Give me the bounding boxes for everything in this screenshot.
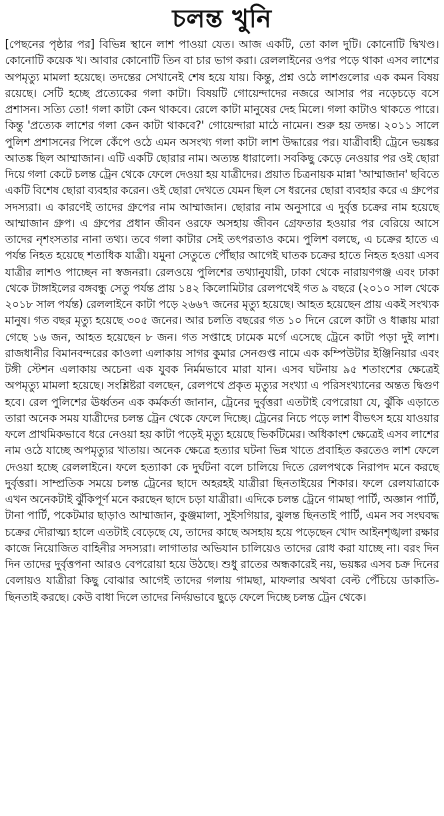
headline: চলন্ত খুনি bbox=[172, 4, 272, 33]
continued-from-label: [পেছনের পৃষ্ঠার পর] bbox=[5, 38, 95, 51]
article-text: বিভিন্ন স্থানে লাশ পাওয়া যেত। আজ একটি, তো কাল দুটি। কোনোটি দ্বিখণ্ড। কোনোটি কয়েক খ। আবার কোনোটি তিন বা চার ভাগ করা। রেললাইনের ওপর পড়ে থাকা এসব লাশের অপমৃত্যু মামলা হয়েছে। তদন্তের সেখানেই শেষ হয়ে যায়। কিন্তু, প্রশ্ন ওঠে লাশগুলোর এক কমন বিষয় রয়েছে। সেটি হচ্ছে প্রত্যেকের গলা কাটা। বিষয়টি গোয়েন্দাদের নজরে আসার পর নড়েচড়ে বসে প্রশাসন। সত্যি তো! গলা কাটা কেন থাকবে। রেলে কাটা মানুষের দেহ মিলে। গলা কাটাও থাকতে পারে। কিন্তু 'প্রত্যেক লাশের গলা কেন কাটা থাকবে?' গোয়েন্দারা মাঠে নামেন। শুরু হয় তদন্ত। ২০১১ সালে পুলিশ প্রশাসনের পিলে কেঁপে ওঠে এমন অসংখ্য গলা কাটা লাশ উদ্ধারের পর। যাত্রীবাহী ট্রেনে ভয়ঙ্কর আতঙ্ক ছিল আম্মাজান। এটি একটি ছোরার নাম। অত্যন্ত ধারালো। সবকিছু কেড়ে নেওয়ার পর ওই ছোরা দিয়ে গলা কেটে চলন্ত ট্রেন থেকে ফেলে দেওয়া হয় যাত্রীদের। প্রয়াত চিত্রনায়ক মান্না 'আম্মাজান' ছবিতে একটি বিশেষ ছোরা ব্যবহার করেন। ওই ছোরা দেখতে যেমন ছিল সে ধরনের ছোরা ব্যবহার করে এ গ্রুপের সদস্যরা। এ কারণেই তাদের গ্রুপের নাম আম্মাজান। ছোরার নাম অনুসারে এ দুর্বৃত্ত চক্রের নাম হয়েছে আম্মাজান গ্রুপ। এ গ্রুপের প্রধান জীবন ওরফে অসহায় জীবন গ্রেফতার হওয়ার পর বেরিয়ে আসে তাদের নৃশংসতার নানা তথ্য। তবে গলা কাটার সেই তৎপরতাও কমে। পুলিশ বলছে, এ চক্রের হাতে এ পর্যন্ত নিহত হয়েছে শতাধিক যাত্রী। যমুনা সেতুতে পৌঁছার আগেই ঘাতক চক্রের হাতে নিহত হওয়া এসব যাত্রীর লাশও পাচ্ছেন না স্বজনরা। রেলওয়ে পুলিশের তথ্যানুযায়ী, ঢাকা থেকে নারায়ণগঞ্জ এবং ঢাকা থেকে টাঙ্গাইলের বঙ্গবন্ধু সেতু পর্যন্ত প্রায় ১৪২ কিলোমিটার রেলপথেই গত ৯ বছরে (২০১০ সাল থেকে ২০১৮ সাল পর্যন্ত) রেললাইনে কাটা পড়ে ২৬৬৭ জনের মৃত্যু হয়েছে। আহত হয়েছেন প্রায় একই সংখ্যক মানুষ। গত বছর মৃত্যু হয়েছে ৩০৫ জনের। আর চলতি বছরের গত ১০ দিনে রেলে কাটা ও ধাক্কায় মারা গেছে ১৬ জন, আহত হয়েছেন ৮ জন। গত সপ্তাহে ঢামেক মর্গে এসেছে ট্রেনে কাটা পড়া দুই লাশ। রাজধানীর বিমানবন্দরের কাওলা এলাকায় সাগর কুমার সেনগুপ্ত নামে এক কম্পিউটার ইঞ্জিনিয়ার এবং টঙ্গী স্টেশন এলাকায় অচেনা এক যুবক নির্মমভাবে মারা যান। এসব ঘটনায় ৯৫ শতাংশের ক্ষেত্রেই অপমৃত্যু মামলা হয়েছে। সংশ্লিষ্টরা বলছেন, রেলপথে প্রকৃত মৃত্যুর সংখ্যা এ পরিসংখ্যানের অন্তত দ্বিগুণ হবে। রেল পুলিশের ঊর্ধ্বতন এক কর্মকর্তা জানান, ট্রেনের দুর্বৃত্তরা এতটাই বেপরোয়া যে, ঝুঁকি এড়াতে তারা অনেক সময় যাত্রীদের চলন্ত ট্রেন থেকে ফেলে দিচ্ছে। ট্রেনের নিচে পড়ে লাশ বীভৎস হয়ে যাওয়ার ফলে প্রাথমিকভাবে ধরে নেওয়া হয় কাটা পড়েই মৃত্যু হয়েছে ভিকটিমের। অধিকাংশ ক্ষেত্রেই এসব লাশের নাম ওঠে যাচ্ছে অপমৃত্যুর খাতায়। অনেক ক্ষেত্রে হত্যার ঘটনা ভিন্ন খাতে প্রবাহিত করতেও লাশ ফেলে দেওয়া হচ্ছে রেললাইনে। ফলে হত্যাকা কে দুর্ঘটনা বলে চালিয়ে দিতে রেলপথকে নিরাপদ মনে করছে দুর্বৃত্তরা। সাম্প্রতিক সময়ে চলন্ত ট্রেনের ছাদে অহরহই যাত্রীরা ছিনতাইয়ের শিকার। ফলে রেলযাত্রাকে এখন অনেকটাই ঝুঁকিপূর্ণ মনে করছেন ছাদে চড়া যাত্রীরা। এদিকে চলন্ত ট্রেনে গামছা পার্টি, অজ্ঞান পার্টি, টানা পার্টি, পকেটমার ছাড়াও আম্মাজান, কুঞ্জমালা, সুইসগিয়ার, ঝুলন্ত ছিনতাই পার্টি, এমন সব সংঘবদ্ধ চক্রের দৌরাত্ম্য হালে এতটাই বেড়েছে যে, তাদের কাছে অসহায় হয়ে পড়েছেন খোদ আইনশৃঙ্খলা রক্ষার কাজে নিয়োজিত বাহিনীর সদস্যরা। লাগাতার অভিযান চালিয়েও তাদের রোধ করা যাচ্ছে না। বরং দিন দিন তাদের দুর্বৃত্তপনা আরও বেপরোয়া হয়ে উঠছে। শুধু রাতের অন্ধকারেই নয়, ভয়ঙ্কর এসব চক্র দিনের বেলায়ও যাত্রীরা কিছু বোঝার আগেই তাদের গলায় গামছা, মাফলার অথবা বেল্ট পেঁচিয়ে ডাকাতি-ছিনতাই করছে। কেউ বাধা দিলে তাদের নির্দয়ভাবে ছুড়ে ফেলে দিচ্ছে চলন্ত ট্রেন থেকে। bbox=[5, 38, 439, 604]
article-body bbox=[5, 37, 439, 606]
